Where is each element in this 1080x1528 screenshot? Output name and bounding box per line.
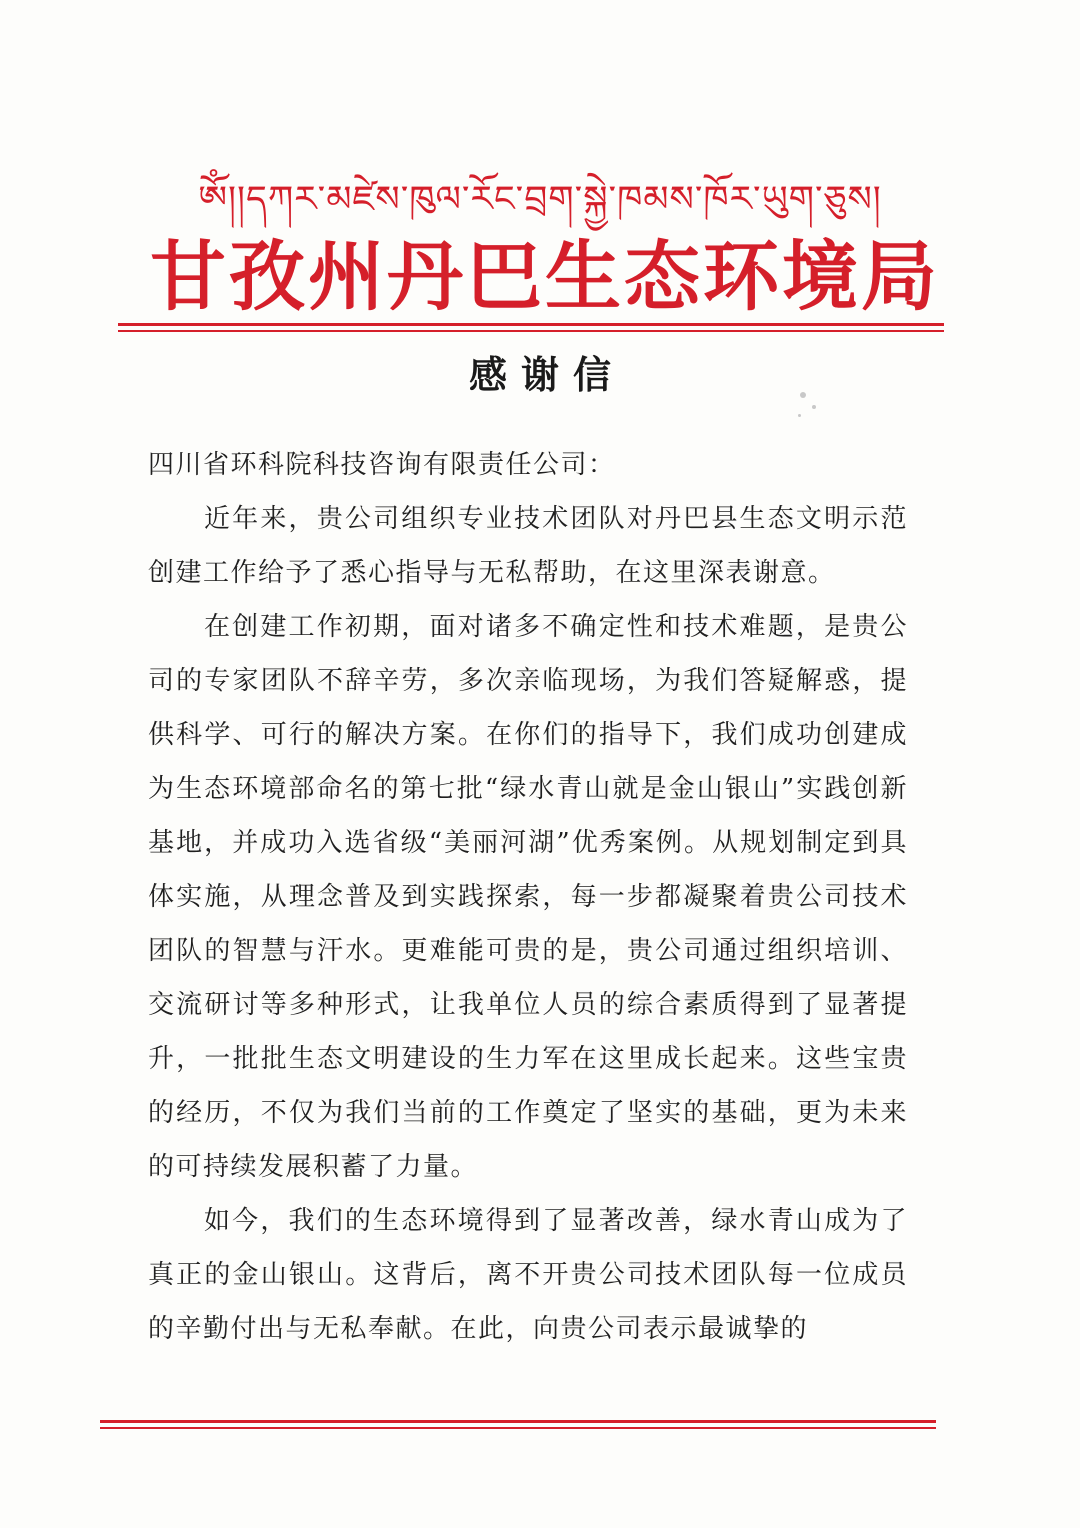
scan-speck (800, 392, 806, 398)
letter-body (148, 438, 908, 1356)
scan-speck (798, 414, 801, 417)
letter-paragraph-3: 如今，我们的生态环境得到了显著改善，绿水青山成为了真正的金山银山。这背后，离不开贵公司技术团队每一位成员的辛勤付出与无私奉献。在此，向贵公司表示最诚挚的 (148, 1206, 908, 1344)
letterhead-rule-thin (118, 330, 944, 332)
footer-rule-thin (100, 1427, 936, 1429)
scan-speck (812, 405, 816, 409)
footer-rule-thick (100, 1420, 936, 1423)
letterhead-rule-thick (118, 323, 944, 326)
letter-paragraph-2: 在创建工作初期，面对诸多不确定性和技术难题，是贵公司的专家团队不辞辛劳，多次亲临现场，为我们答疑解惑，提供科学、可行的解决方案。在你们的指导下，我们成功创建成为生态环境部命名的第七批“绿水青山就是金山银山”实践创新基地，并成功入选省级“美丽河湖”优秀案例。从规划制定到具体实施，从理念普及到实践探索，每一步都凝聚着贵公司技术团队的智慧与汗水。更难能可贵的是，贵公司通过组织培训、交流研讨等多种形式，让我单位人员的综合素质得到了显著提升，一批批生态文明建设的生力军在这里成长起来。这些宝贵的经历，不仅为我们当前的工作奠定了坚实的基础，更为未来的可持续发展积蓄了力量。 (148, 612, 908, 1182)
letterhead-tibetan-name: ཨོཾ།།དཀར་མཛེས་ཁུལ་རོང་བྲག་སྐྱེ་ཁམས་ཁོར་ཡུག་ཅུས། (198, 179, 882, 220)
letter-title: 感谢信 (468, 352, 625, 397)
letter-paragraph-1: 近年来，贵公司组织专业技术团队对丹巴县生态文明示范创建工作给予了悉心指导与无私帮助，在这里深表谢意。 (148, 504, 908, 588)
letter-salutation: 四川省环科院科技咨询有限责任公司： (148, 450, 616, 480)
letterhead-org-name: 甘孜州丹巴生态环境局 (150, 232, 940, 321)
